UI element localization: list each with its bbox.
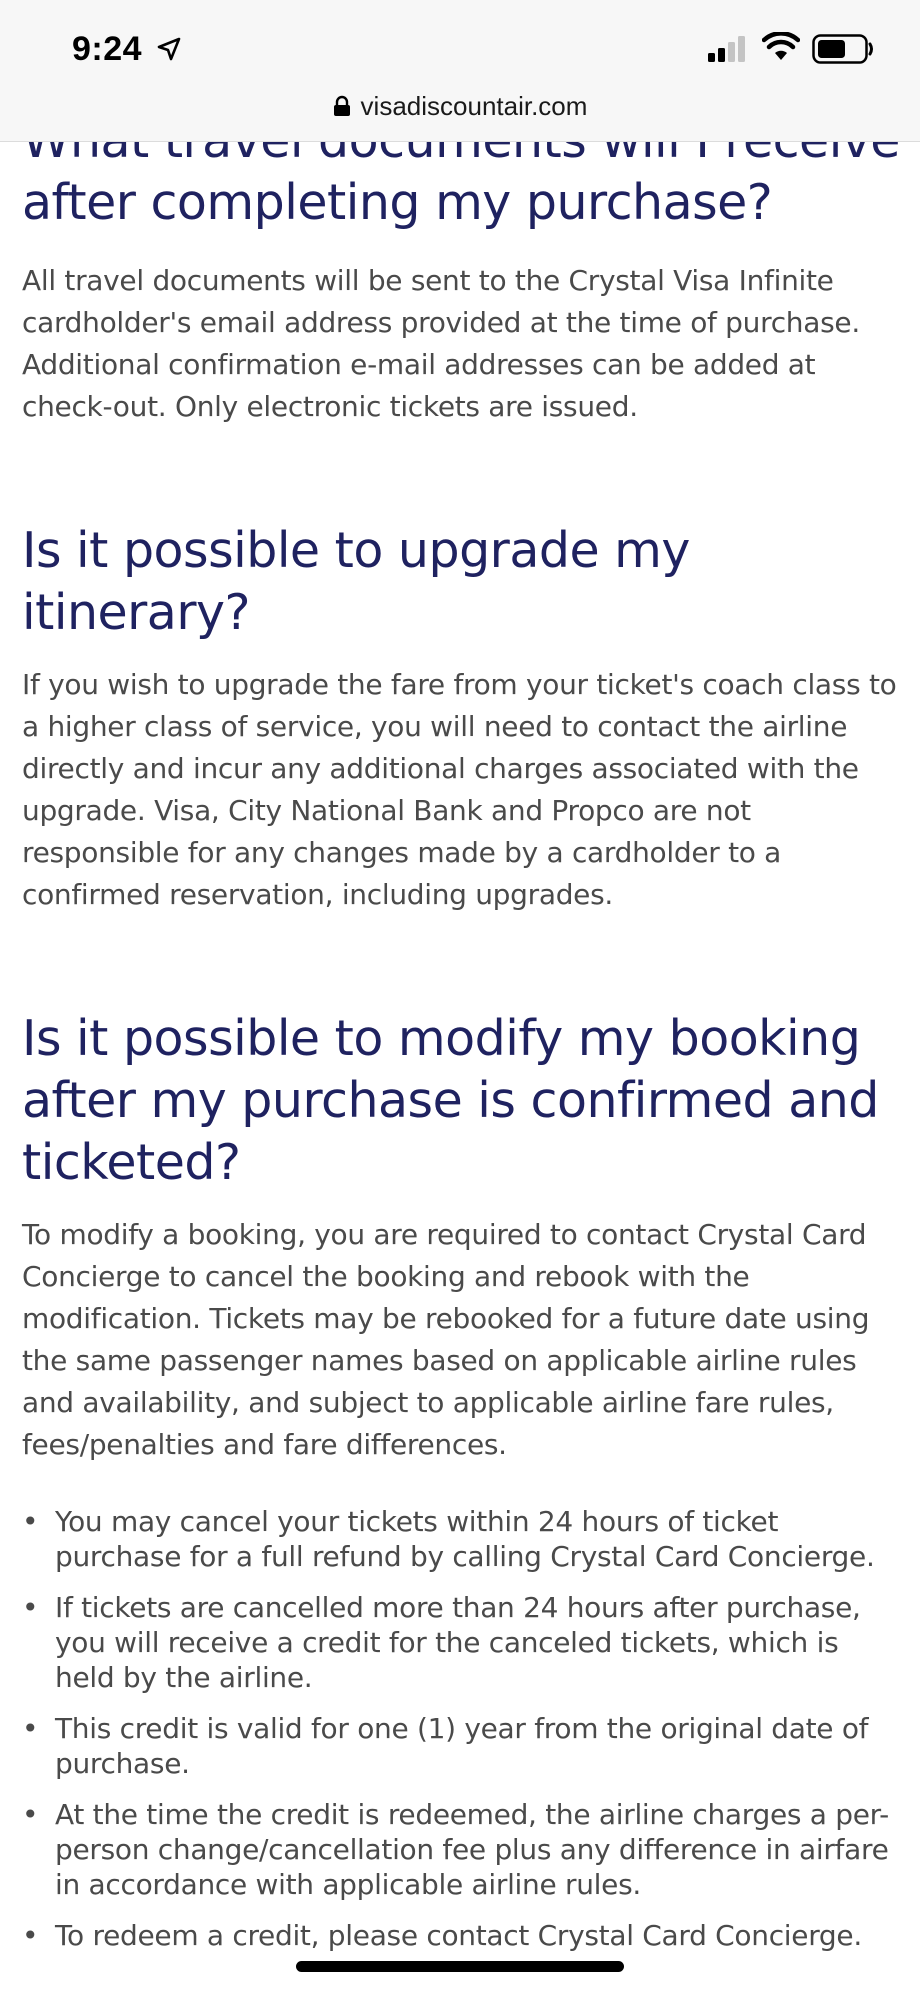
lock-icon (333, 95, 351, 117)
faq-heading-travel-documents: after completing my purchase? (22, 174, 773, 231)
faq-answer-travel-documents: All travel documents will be sent to the Crystal Visa Infinite cardholder's email address provided at the time of purchase. Additional confirmation e-mail addresses can be added at check-out. Only electronic tickets are issued. (22, 264, 860, 423)
status-time: 9:24 (72, 30, 143, 68)
location-arrow-icon (156, 36, 182, 62)
bullet-item-redemption-fee: • At the time the credit is redeemed, the airline charges a per-person change/cancellation fee plus any difference in airfare in accordance with applicable airline rules. (22, 1797, 902, 1902)
bullet-item-cancel-after-24h: • If tickets are cancelled more than 24 hours after purchase, you will receive a credit for the canceled tickets, which is held by the airline. (22, 1590, 902, 1695)
bullet-item-cancel-24h: • You may cancel your tickets within 24 hours of ticket purchase for a full refund by calling Crystal Card Concierge. (22, 1504, 902, 1574)
cellular-signal-icon (708, 36, 748, 62)
modify-booking-bullet-list (22, 1504, 902, 1969)
faq-heading-upgrade: Is it possible to upgrade my itinerary? (22, 522, 690, 641)
browser-url-bar[interactable] (0, 86, 920, 126)
home-indicator[interactable] (296, 1961, 624, 1972)
status-bar (0, 0, 920, 142)
bullet-item-credit-validity: • This credit is valid for one (1) year from the original date of purchase. (22, 1711, 902, 1781)
bullet-item-redeem-credit: • To redeem a credit, please contact Crystal Card Concierge. (22, 1918, 902, 1953)
faq-answer-upgrade: If you wish to upgrade the fare from your ticket's coach class to a higher class of service, you will need to contact the airline directly and incur any additional charges associated with the upgrade. Visa, City National Bank and Propco are not responsible for any changes made by a cardholder to a confirmed reservation, including upgrades. (22, 668, 897, 911)
faq-heading-modify-booking: Is it possible to modify my booking after my purchase is confirmed and ticketed? (22, 1010, 879, 1191)
faq-answer-modify-booking: To modify a booking, you are required to contact Crystal Card Concierge to cancel the booking and rebook with the modification. Tickets may be rebooked for a future date using the same passenger names based on applicable airline rules and availability, and subject to applicable airline fare rules, fees/penalties and fare differences. (22, 1218, 870, 1461)
wifi-icon (762, 32, 800, 62)
battery-icon (812, 34, 874, 64)
browser-url-text: visadiscountair.com (360, 90, 588, 121)
